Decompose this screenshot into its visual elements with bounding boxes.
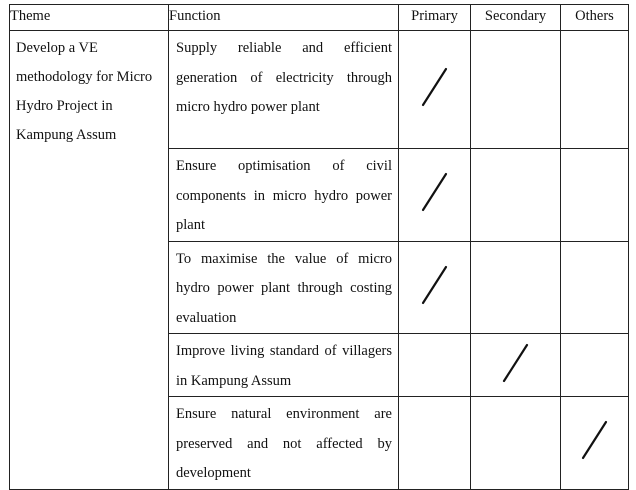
secondary-cell [471,149,561,242]
header-others: Others [561,5,629,31]
theme-cell: Develop a VE methodology for Micro Hydro Project in Kampung Assum [10,31,169,490]
table-row [10,31,629,149]
others-cell [561,397,629,490]
primary-cell [399,397,471,490]
function-cell: Ensure natural environment are preserved and not affected by development [169,397,399,490]
secondary-cell [471,397,561,490]
primary-cell [399,31,471,149]
check-slash-icon [418,170,452,214]
header-function: Function [169,5,399,31]
check-slash-icon [418,263,452,307]
check-slash-icon [418,65,452,109]
others-cell [561,149,629,242]
secondary-cell [471,334,561,397]
function-cell: To maximise the value of micro hydro power plant through costing evaluation [169,241,399,334]
check-slash-icon [499,341,533,385]
others-cell [561,334,629,397]
function-cell: Supply reliable and efficient generation of electricity through micro hydro power plant [169,31,399,149]
primary-cell [399,241,471,334]
secondary-cell [471,241,561,334]
function-cell: Improve living standard of villagers in Kampung Assum [169,334,399,397]
check-slash-icon [578,418,612,462]
others-cell [561,31,629,149]
header-primary: Primary [399,5,471,31]
primary-cell [399,149,471,242]
function-cell: Ensure optimisation of civil components in micro hydro power plant [169,149,399,242]
primary-cell [399,334,471,397]
others-cell [561,241,629,334]
header-theme: Theme [10,5,169,31]
header-secondary: Secondary [471,5,561,31]
secondary-cell [471,31,561,149]
table-header-row [10,5,629,31]
function-classification-table [9,4,629,490]
